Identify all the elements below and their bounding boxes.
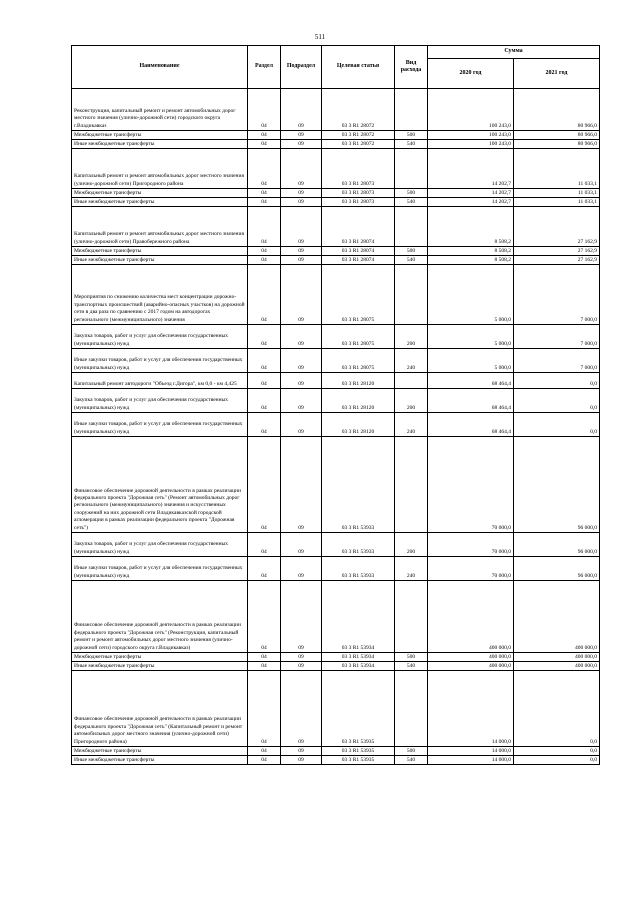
row-section: 04 <box>248 747 281 756</box>
row-type <box>395 671 428 747</box>
row-sum-2020: 100 243,0 <box>428 89 514 131</box>
row-name: Мероприятия по снижению количества мест концентрации дорожно-транспортных происшествий (аварийно-опасных участков) на дорожной сети в два раза по сравнению с 2017 годом на автодорогах регионального (межмуниципального) значения <box>72 265 248 325</box>
row-sum-2021: 96 000,0 <box>514 557 600 581</box>
row-section: 04 <box>248 653 281 662</box>
row-sum-2021: 27 162,9 <box>514 247 600 256</box>
row-sum-2021: 400 000,0 <box>514 581 600 653</box>
row-type: 540 <box>395 756 428 765</box>
row-name: Финансовое обеспечение дорожной деятельности в рамках реализации федерального проекта "Дорожная сеть" (Ремонт автомобильных дорог регионального (межмуниципального) значения и искусственных сооружений на них дорожной сети Владикавказской городской агломерации в рамках реализации федерального проекта "Дорожная сеть") <box>72 437 248 533</box>
row-name: Капитальный ремонт и ремонт автомобильных дорог местного значения (улично-дорожной сети) Пригородного района <box>72 149 248 189</box>
row-target: 03 3 R1 28075 <box>322 325 395 349</box>
table-row <box>72 131 600 140</box>
row-type: 500 <box>395 747 428 756</box>
row-sum-2020: 14 202,7 <box>428 149 514 189</box>
row-type <box>395 581 428 653</box>
row-sum-2021: 27 162,9 <box>514 207 600 247</box>
row-section: 04 <box>248 247 281 256</box>
row-sum-2020: 68 464,4 <box>428 389 514 413</box>
row-section: 04 <box>248 389 281 413</box>
row-sum-2020: 70 000,0 <box>428 557 514 581</box>
row-name: Межбюджетные трансферты <box>72 247 248 256</box>
row-target: 03 3 R1 53933 <box>322 557 395 581</box>
row-type: 540 <box>395 662 428 671</box>
row-subsection: 09 <box>281 662 322 671</box>
header-name: Наименование <box>72 46 248 89</box>
row-section: 04 <box>248 207 281 247</box>
row-sum-2020: 400 000,0 <box>428 581 514 653</box>
row-name: Иные закупки товаров, работ и услуг для обеспечения государственных (муниципальных) нужд <box>72 557 248 581</box>
row-sum-2020: 400 000,0 <box>428 653 514 662</box>
row-sum-2021: 11 033,1 <box>514 149 600 189</box>
row-sum-2021: 7 000,0 <box>514 265 600 325</box>
row-sum-2020: 14 000,0 <box>428 671 514 747</box>
row-target: 03 3 R1 53935 <box>322 671 395 747</box>
table-row <box>72 653 600 662</box>
row-sum-2020: 5 000,0 <box>428 349 514 373</box>
row-target: 03 3 R1 28120 <box>322 373 395 389</box>
row-type: 240 <box>395 413 428 437</box>
row-target: 03 3 R1 28074 <box>322 247 395 256</box>
table-row <box>72 581 600 653</box>
row-section: 04 <box>248 349 281 373</box>
row-subsection: 09 <box>281 533 322 557</box>
row-type: 540 <box>395 198 428 207</box>
row-sum-2021: 80 966,0 <box>514 140 600 149</box>
table-row <box>72 349 600 373</box>
row-type <box>395 437 428 533</box>
table-row <box>72 89 600 131</box>
row-target: 03 3 R1 53933 <box>322 533 395 557</box>
row-name: Реконструкция, капитальный ремонт и ремонт автомобильных дорог местного значения (улично-дорожной сети) городского округа г.Владикавказ <box>72 89 248 131</box>
row-subsection: 09 <box>281 149 322 189</box>
row-sum-2021: 400 000,0 <box>514 653 600 662</box>
row-name: Иные межбюджетные трансферты <box>72 198 248 207</box>
row-target: 03 3 R1 28120 <box>322 389 395 413</box>
row-sum-2020: 8 508,2 <box>428 247 514 256</box>
row-sum-2020: 8 508,2 <box>428 207 514 247</box>
row-subsection: 09 <box>281 131 322 140</box>
row-target: 03 3 R1 53935 <box>322 756 395 765</box>
table-row <box>72 373 600 389</box>
row-sum-2020: 14 000,0 <box>428 747 514 756</box>
row-subsection: 09 <box>281 671 322 747</box>
row-sum-2020: 68 464,4 <box>428 373 514 389</box>
row-target: 03 3 R1 53935 <box>322 747 395 756</box>
table-row <box>72 557 600 581</box>
row-type <box>395 265 428 325</box>
row-target: 03 3 R1 28074 <box>322 256 395 265</box>
row-subsection: 09 <box>281 349 322 373</box>
row-target: 03 3 R1 28075 <box>322 349 395 373</box>
row-subsection: 09 <box>281 747 322 756</box>
header-2021: 2021 год <box>514 59 600 89</box>
row-section: 04 <box>248 413 281 437</box>
row-target: 03 3 R1 28072 <box>322 131 395 140</box>
row-type: 500 <box>395 247 428 256</box>
row-type: 500 <box>395 653 428 662</box>
row-type: 200 <box>395 389 428 413</box>
row-sum-2021: 11 033,1 <box>514 198 600 207</box>
row-type <box>395 89 428 131</box>
row-target: 03 3 R1 28075 <box>322 265 395 325</box>
row-target: 03 3 R1 53934 <box>322 653 395 662</box>
row-section: 04 <box>248 533 281 557</box>
row-section: 04 <box>248 256 281 265</box>
row-name: Закупка товаров, работ и услуг для обеспечения государственных (муниципальных) нужд <box>72 389 248 413</box>
row-name: Капитальный ремонт и ремонт автомобильных дорог местного значения (улично-дорожной сети) Правобережного района <box>72 207 248 247</box>
row-target: 03 3 R1 28120 <box>322 413 395 437</box>
row-subsection: 09 <box>281 256 322 265</box>
row-name: Финансовое обеспечение дорожной деятельности в рамках реализации федерального проекта "Дорожная сеть" (Капитальный ремонт и ремонт автомобильных дорог местного значения (улично-дорожной сети) Пригородного района) <box>72 671 248 747</box>
header-target: Целевая статья <box>322 46 395 89</box>
header-sum: Сумма <box>428 46 600 59</box>
row-name: Иные межбюджетные трансферты <box>72 662 248 671</box>
table-row <box>72 437 600 533</box>
row-section: 04 <box>248 581 281 653</box>
row-section: 04 <box>248 198 281 207</box>
row-sum-2021: 0,0 <box>514 747 600 756</box>
row-subsection: 09 <box>281 581 322 653</box>
row-sum-2020: 70 000,0 <box>428 437 514 533</box>
table-row <box>72 149 600 189</box>
row-subsection: 09 <box>281 265 322 325</box>
row-section: 04 <box>248 373 281 389</box>
row-type <box>395 207 428 247</box>
row-type: 240 <box>395 349 428 373</box>
table-row <box>72 747 600 756</box>
row-name: Иные межбюджетные трансферты <box>72 256 248 265</box>
row-section: 04 <box>248 265 281 325</box>
table-row <box>72 413 600 437</box>
row-target: 03 3 R1 28072 <box>322 140 395 149</box>
row-subsection: 09 <box>281 198 322 207</box>
row-name: Межбюджетные трансферты <box>72 747 248 756</box>
table-row <box>72 265 600 325</box>
table-row <box>72 662 600 671</box>
row-section: 04 <box>248 325 281 349</box>
row-name: Иные межбюджетные трансферты <box>72 140 248 149</box>
row-target: 03 3 R1 28074 <box>322 207 395 247</box>
row-section: 04 <box>248 671 281 747</box>
row-subsection: 09 <box>281 373 322 389</box>
row-subsection: 09 <box>281 247 322 256</box>
row-section: 04 <box>248 189 281 198</box>
row-type: 200 <box>395 533 428 557</box>
row-subsection: 09 <box>281 389 322 413</box>
row-sum-2021: 0,0 <box>514 756 600 765</box>
table-row <box>72 533 600 557</box>
row-sum-2021: 7 000,0 <box>514 325 600 349</box>
budget-table <box>71 45 600 765</box>
row-type: 500 <box>395 131 428 140</box>
row-type: 540 <box>395 140 428 149</box>
row-target: 03 3 R1 28073 <box>322 189 395 198</box>
row-subsection: 09 <box>281 653 322 662</box>
row-sum-2021: 80 966,0 <box>514 131 600 140</box>
row-subsection: 09 <box>281 557 322 581</box>
row-sum-2020: 100 243,0 <box>428 131 514 140</box>
row-target: 03 3 R1 53933 <box>322 437 395 533</box>
row-target: 03 3 R1 53934 <box>322 581 395 653</box>
table-row <box>72 140 600 149</box>
header-section: Раздел <box>248 46 281 89</box>
row-section: 04 <box>248 557 281 581</box>
row-sum-2021: 400 000,0 <box>514 662 600 671</box>
table-row <box>72 189 600 198</box>
row-name: Межбюджетные трансферты <box>72 189 248 198</box>
table-row <box>72 756 600 765</box>
row-name: Иные закупки товаров, работ и услуг для обеспечения государственных (муниципальных) нужд <box>72 413 248 437</box>
header-subsection: Подраздел <box>281 46 322 89</box>
row-subsection: 09 <box>281 207 322 247</box>
row-subsection: 09 <box>281 325 322 349</box>
row-section: 04 <box>248 140 281 149</box>
row-subsection: 09 <box>281 413 322 437</box>
row-sum-2020: 14 202,7 <box>428 189 514 198</box>
row-subsection: 09 <box>281 756 322 765</box>
row-sum-2020: 400 000,0 <box>428 662 514 671</box>
row-name: Закупка товаров, работ и услуг для обеспечения государственных (муниципальных) нужд <box>72 533 248 557</box>
row-name: Межбюджетные трансферты <box>72 653 248 662</box>
row-type <box>395 149 428 189</box>
row-sum-2021: 80 966,0 <box>514 89 600 131</box>
row-section: 04 <box>248 437 281 533</box>
row-section: 04 <box>248 89 281 131</box>
row-section: 04 <box>248 756 281 765</box>
row-section: 04 <box>248 131 281 140</box>
row-name: Финансовое обеспечение дорожной деятельности в рамках реализации федерального проекта "Дорожная сеть" (Реконструкция, капитальный ремонт и ремонт автомобильных дорог местного значения (улично-дорожной сети) городского округа г.Владикавказ) <box>72 581 248 653</box>
row-name: Иные межбюджетные трансферты <box>72 756 248 765</box>
row-sum-2020: 5 000,0 <box>428 325 514 349</box>
row-sum-2021: 96 000,0 <box>514 533 600 557</box>
row-target: 03 3 R1 28072 <box>322 89 395 131</box>
row-sum-2020: 100 243,0 <box>428 140 514 149</box>
row-name: Иные закупки товаров, работ и услуг для обеспечения государственных (муниципальных) нужд <box>72 349 248 373</box>
row-target: 03 3 R1 28073 <box>322 149 395 189</box>
row-section: 04 <box>248 149 281 189</box>
row-target: 03 3 R1 28073 <box>322 198 395 207</box>
row-subsection: 09 <box>281 437 322 533</box>
row-sum-2020: 68 464,4 <box>428 413 514 437</box>
table-row <box>72 256 600 265</box>
table-row <box>72 389 600 413</box>
row-sum-2021: 0,0 <box>514 413 600 437</box>
table-row <box>72 207 600 247</box>
row-sum-2021: 0,0 <box>514 373 600 389</box>
row-subsection: 09 <box>281 189 322 198</box>
table-row <box>72 671 600 747</box>
row-subsection: 09 <box>281 140 322 149</box>
header-type: Вид расхода <box>395 46 428 89</box>
row-name: Капитальный ремонт автодороги "Объезд г.Дигора", км 0,0 - км 4,425 <box>72 373 248 389</box>
row-sum-2021: 0,0 <box>514 389 600 413</box>
row-name: Межбюджетные трансферты <box>72 131 248 140</box>
row-target: 03 3 R1 53934 <box>322 662 395 671</box>
row-subsection: 09 <box>281 89 322 131</box>
row-sum-2020: 5 000,0 <box>428 265 514 325</box>
row-sum-2020: 14 202,7 <box>428 198 514 207</box>
row-sum-2021: 0,0 <box>514 671 600 747</box>
row-section: 04 <box>248 662 281 671</box>
row-type <box>395 373 428 389</box>
table-row <box>72 198 600 207</box>
row-type: 500 <box>395 189 428 198</box>
row-sum-2021: 11 033,1 <box>514 189 600 198</box>
page-number: 511 <box>314 33 326 41</box>
row-type: 240 <box>395 557 428 581</box>
header-2020: 2020 год <box>428 59 514 89</box>
row-sum-2020: 70 000,0 <box>428 533 514 557</box>
row-name: Закупка товаров, работ и услуг для обеспечения государственных (муниципальных) нужд <box>72 325 248 349</box>
row-type: 540 <box>395 256 428 265</box>
table-row <box>72 325 600 349</box>
row-sum-2021: 96 000,0 <box>514 437 600 533</box>
row-sum-2021: 7 000,0 <box>514 349 600 373</box>
row-sum-2020: 8 508,2 <box>428 256 514 265</box>
table-row <box>72 247 600 256</box>
row-sum-2020: 14 000,0 <box>428 756 514 765</box>
row-sum-2021: 27 162,9 <box>514 256 600 265</box>
row-type: 200 <box>395 325 428 349</box>
